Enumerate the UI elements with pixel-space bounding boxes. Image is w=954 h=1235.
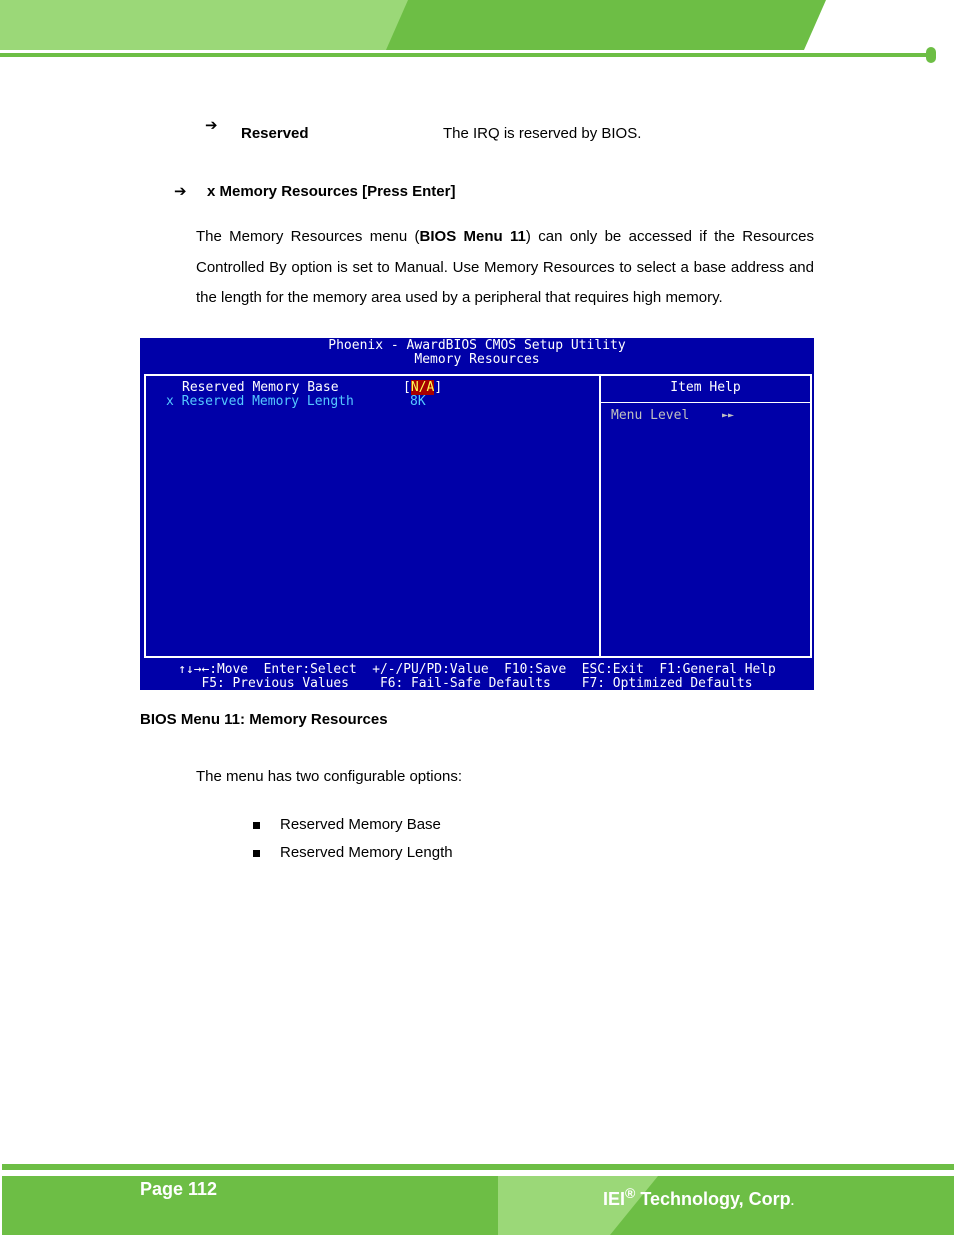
bullet-icon <box>253 850 260 857</box>
header-rule-end <box>926 47 936 63</box>
arrow-icon: ➔ <box>205 116 218 134</box>
header-rule <box>0 53 932 57</box>
bios-key-legend-line1: ↑↓→←:Move Enter:Select +/-/PU/PD:Value F10:Save ESC:Exit F1:General Help <box>178 662 776 677</box>
memory-resources-heading: x Memory Resources [Press Enter] <box>207 183 456 200</box>
bios-screen <box>140 338 814 690</box>
option-item: Reserved Memory Base <box>280 816 441 833</box>
reserved-memory-base-label[interactable]: Reserved Memory Base <box>182 380 339 395</box>
footer-rule <box>2 1164 954 1170</box>
figure-caption: BIOS Menu 11: Memory Resources <box>140 711 388 728</box>
bullet-icon <box>253 822 260 829</box>
bracket-close: ] <box>434 380 443 395</box>
menu-level-label: Menu Level <box>611 408 690 423</box>
header-band-dark <box>386 0 826 50</box>
reserved-description: The IRQ is reserved by BIOS. <box>443 125 642 142</box>
intro-paragraph <box>196 222 814 314</box>
bios-menu-reference: BIOS Menu 11 <box>419 228 526 245</box>
company-suffix: Technology, Corp <box>635 1189 791 1209</box>
company-name <box>603 1185 794 1210</box>
reserved-memory-length-label: x Reserved Memory Length <box>166 394 354 409</box>
paragraph-text: The Memory Resources menu ( <box>196 228 420 245</box>
paragraph-text: ) can only be accessed if the Resources Controlled By option is set to Manual. Use Memory Resources to select a base address and the length for the memory area used by a peripheral that requires high memory. <box>196 228 814 306</box>
options-intro: The menu has two configurable options: <box>196 768 462 785</box>
menu-level-arrows-icon: ►► <box>722 410 735 421</box>
option-item: Reserved Memory Length <box>280 844 453 861</box>
item-help-divider <box>601 402 810 403</box>
reserved-label: Reserved <box>241 125 309 142</box>
bios-subtitle: Memory Resources <box>414 352 540 367</box>
item-help-title: Item Help <box>670 380 741 395</box>
reserved-memory-length-value: 8K <box>410 394 426 409</box>
page-number: Page 112 <box>140 1179 218 1199</box>
arrow-icon: ➔ <box>174 182 187 200</box>
reserved-memory-base-value[interactable] <box>403 381 442 395</box>
bracket-open: [ <box>403 380 411 395</box>
bios-title: Phoenix - AwardBIOS CMOS Setup Utility <box>328 338 626 353</box>
company-prefix: IEI <box>603 1189 626 1209</box>
bios-key-legend-line2: F5: Previous Values F6: Fail-Safe Defaults F7: Optimized Defaults <box>201 676 753 691</box>
company-period: . <box>790 1194 795 1208</box>
selected-value[interactable]: N/A <box>410 380 435 395</box>
registered-mark: ® <box>625 1185 636 1201</box>
header-band-light <box>0 0 410 50</box>
